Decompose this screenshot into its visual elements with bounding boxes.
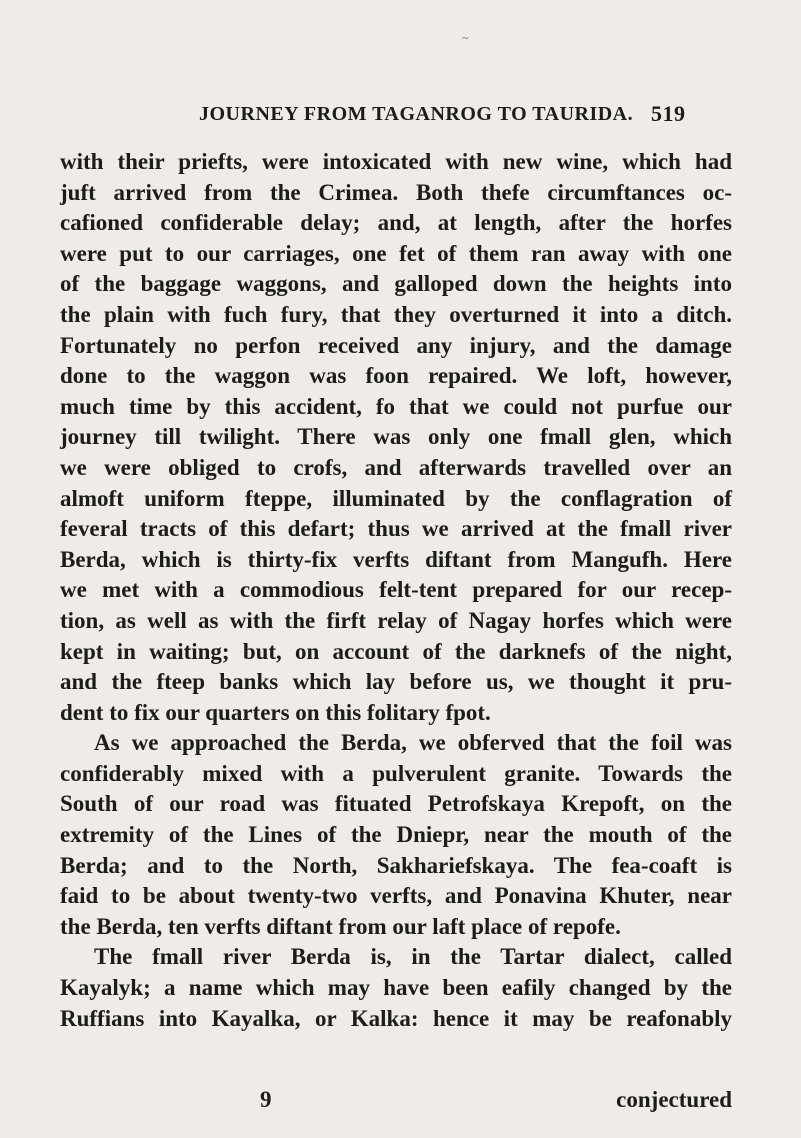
text-line: dent to fix our quarters on this folitary fpot. [60,699,491,725]
catchline [60,1087,732,1119]
text-line: Kayalyk; a name which may have been eafily changed by the [60,975,732,1001]
text-line: Berda, which is thirty-fix verfts diftant from Mangufh. Here [60,546,732,572]
text-line: kept in waiting; but, on account of the darknefs of the night, [60,638,732,664]
text-line: almoft uniform fteppe, illuminated by the conflagration of [60,485,732,511]
text-line: were put to our carriages, one fet of them ran away with one [60,240,732,266]
text-line: the Berda, ten verfts diftant from our laft place of repofe. [60,913,621,939]
text-line: Ruffians into Kayalka, or Kalka: hence it may be reafonably [60,1005,732,1031]
text-line: faid to be about twenty-two verfts, and Ponavina Khuter, near [60,883,732,909]
body-text [60,147,732,1034]
running-head-title: JOURNEY FROM TAGANROG TO TAURIDA. [199,103,634,125]
text-line: done to the waggon was foon repaired. We loft, however, [60,363,732,389]
text-line: the plain with fuch fury, that they overturned it into a ditch. [60,301,732,327]
text-line: South of our road was fituated Petrofskaya Krepoft, on the [60,791,732,817]
text-line: and the fteep banks which lay before us, we thought it pru- [60,669,732,695]
text-line: cafioned confiderable delay; and, at length, after the horfes [60,210,732,236]
text-line: we were obliged to crofs, and afterwards travelled over an [60,454,732,480]
text-line: journey till twilight. There was only one fmall glen, which [60,424,732,450]
text-line: The fmall river Berda is, in the Tartar dialect, called [94,944,732,970]
text-line: Fortunately no perfon received any injury, and the damage [60,332,732,358]
text-line: feveral tracts of this defart; thus we arrived at the fmall river [60,516,732,542]
text-line: with their priefts, were intoxicated with new wine, which had [60,149,732,174]
signature-mark: 9 [260,1087,272,1112]
text-line: confiderably mixed with a pulverulent granite. Towards the [60,760,732,786]
text-line: of the baggage waggons, and galloped down the heights into [60,271,732,297]
page-number: 519 [651,101,686,126]
text-line: tion, as well as with the firft relay of Nagay horfes which were [60,607,732,633]
text-line: Berda; and to the North, Sakhariefskaya. The fea-coaft is [60,852,732,878]
text-line: much time by this accident, fo that we could not purfue our [60,393,732,419]
text-line: we met with a commodious felt-tent prepared for our recep- [60,577,732,603]
catchword: conjectured [616,1087,732,1112]
text-line: As we approached the Berda, we obferved that the foil was [94,730,732,756]
text-line: juft arrived from the Crimea. Both thefe circumftances oc- [60,179,732,205]
text-line: extremity of the Lines of the Dniepr, near the mouth of the [60,822,732,848]
top-mark: ~ [462,31,469,45]
